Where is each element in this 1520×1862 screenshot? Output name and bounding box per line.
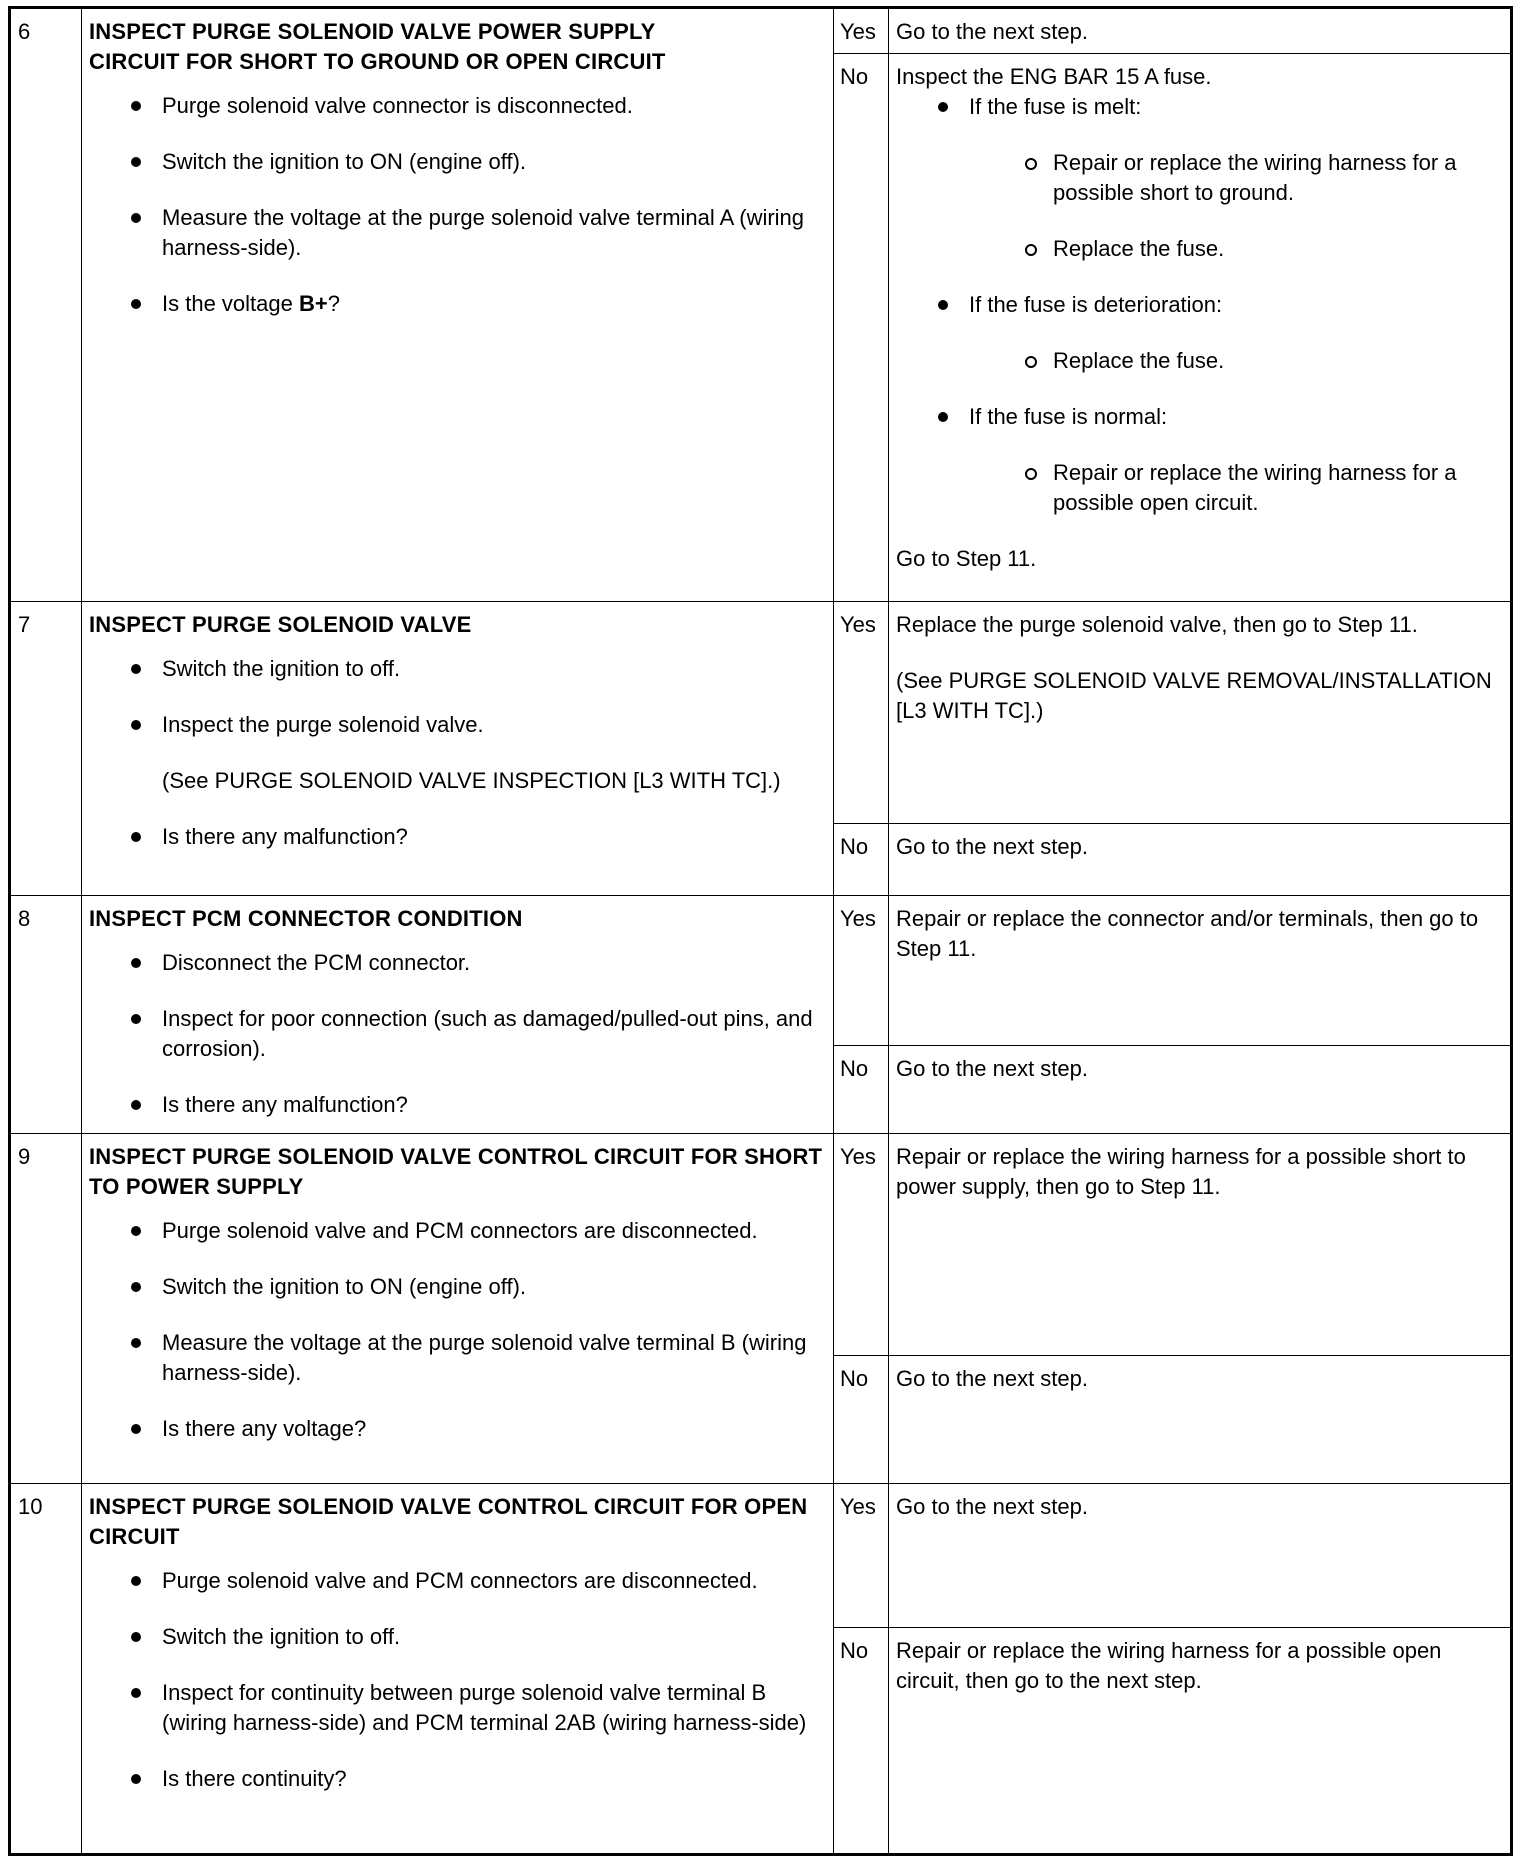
- no-label: No: [834, 1046, 889, 1134]
- no-action: Repair or replace the wiring harness for a possible open circuit, then go to the next step.: [889, 1628, 1512, 1855]
- fuse-case: If the fuse is deterioration: Replace the fuse.: [933, 290, 1504, 376]
- yes-label: Yes: [834, 1484, 889, 1628]
- step-title: INSPECT PCM CONNECTOR CONDITION: [89, 906, 523, 931]
- yes-action: Repair or replace the wiring harness for a possible short to power supply, then go to Step 11.: [889, 1134, 1512, 1356]
- no-action: [889, 54, 1512, 602]
- step-title: INSPECT PURGE SOLENOID VALVE POWER SUPPLY CIRCUIT FOR SHORT TO GROUND OR OPEN CIRCUIT: [89, 19, 666, 74]
- no-label: No: [834, 824, 889, 896]
- procedure-item: Inspect for continuity between purge solenoid valve terminal B (wiring harness-side) and PCM terminal 2AB (wiring harness-side): [126, 1678, 827, 1738]
- step-title: INSPECT PURGE SOLENOID VALVE CONTROL CIRCUIT FOR OPEN CIRCUIT: [89, 1494, 808, 1549]
- step-7-yes-row: [10, 602, 1512, 824]
- step-inspection-cell: [82, 896, 834, 1134]
- procedure-item: Purge solenoid valve and PCM connectors are disconnected.: [126, 1566, 827, 1596]
- fuse-case: If the fuse is melt: Repair or replace the wiring harness for a possible short to ground. Replace the fuse.: [933, 92, 1504, 264]
- yes-label: Yes: [834, 896, 889, 1046]
- procedure-reference: (See PURGE SOLENOID VALVE REMOVAL/INSTALLATION [L3 WITH TC].): [896, 668, 1492, 723]
- no-action: Go to the next step.: [889, 824, 1512, 896]
- no-action-outro: Go to Step 11.: [896, 546, 1037, 571]
- step-number: 7: [10, 602, 82, 896]
- procedure-item: Switch the ignition to off.: [126, 1622, 827, 1652]
- step-8-yes-row: [10, 896, 1512, 1046]
- no-label: No: [834, 54, 889, 602]
- procedure-question: Is there any voltage?: [126, 1414, 827, 1444]
- step-10-yes-row: [10, 1484, 1512, 1628]
- step-inspection-cell: [82, 1484, 834, 1855]
- step-inspection-cell: [82, 8, 834, 602]
- procedure-item: Purge solenoid valve connector is disconnected.: [126, 91, 827, 121]
- no-action-intro: Inspect the ENG BAR 15 A fuse.: [896, 64, 1212, 89]
- procedure-question: Is there any malfunction?: [126, 1090, 827, 1120]
- procedure-item: Switch the ignition to off.: [126, 654, 827, 684]
- step-inspection-cell: [82, 602, 834, 896]
- procedure-item: Switch the ignition to ON (engine off).: [126, 147, 827, 177]
- step-number: 10: [10, 1484, 82, 1855]
- procedure-reference: (See PURGE SOLENOID VALVE INSPECTION [L3 WITH TC].): [162, 768, 781, 793]
- yes-action: Go to the next step.: [889, 1484, 1512, 1628]
- yes-label: Yes: [834, 8, 889, 54]
- procedure-item: Measure the voltage at the purge solenoid valve terminal B (wiring harness-side).: [126, 1328, 827, 1388]
- fuse-case: If the fuse is normal: Repair or replace the wiring harness for a possible open circuit.: [933, 402, 1504, 518]
- no-label: No: [834, 1628, 889, 1855]
- step-title: INSPECT PURGE SOLENOID VALVE: [89, 612, 472, 637]
- procedure-item: Disconnect the PCM connector.: [126, 948, 827, 978]
- no-action: Go to the next step.: [889, 1046, 1512, 1134]
- step-9-yes-row: [10, 1134, 1512, 1356]
- step-number: 9: [10, 1134, 82, 1484]
- diagnostic-procedure-table: [8, 6, 1513, 1856]
- procedure-question: Is there continuity?: [126, 1764, 827, 1794]
- fuse-case-action: Repair or replace the wiring harness for a possible short to ground.: [1021, 148, 1504, 208]
- procedure-item: Inspect the purge solenoid valve. (See PURGE SOLENOID VALVE INSPECTION [L3 WITH TC].): [126, 710, 827, 796]
- fuse-case-action: Replace the fuse.: [1021, 346, 1504, 376]
- step-6-yes-row: [10, 8, 1512, 54]
- step-title: INSPECT PURGE SOLENOID VALVE CONTROL CIRCUIT FOR SHORT TO POWER SUPPLY: [89, 1144, 823, 1199]
- yes-action: Repair or replace the connector and/or terminals, then go to Step 11.: [889, 896, 1512, 1046]
- procedure-question: Is there any malfunction?: [126, 822, 827, 852]
- yes-label: Yes: [834, 602, 889, 824]
- step-number: 8: [10, 896, 82, 1134]
- fuse-case-action: Replace the fuse.: [1021, 234, 1504, 264]
- no-label: No: [834, 1356, 889, 1484]
- fuse-case-action: Repair or replace the wiring harness for a possible open circuit.: [1021, 458, 1504, 518]
- procedure-item: Measure the voltage at the purge solenoid valve terminal A (wiring harness-side).: [126, 203, 827, 263]
- procedure-item: Purge solenoid valve and PCM connectors are disconnected.: [126, 1216, 827, 1246]
- procedure-question: Is the voltage B+?: [126, 289, 827, 319]
- yes-action: Replace the purge solenoid valve, then go to Step 11. (See PURGE SOLENOID VALVE REMOVAL/INSTALLATION [L3 WITH TC].): [889, 602, 1512, 824]
- step-inspection-cell: [82, 1134, 834, 1484]
- step-number: 6: [10, 8, 82, 602]
- procedure-item: Switch the ignition to ON (engine off).: [126, 1272, 827, 1302]
- no-action: Go to the next step.: [889, 1356, 1512, 1484]
- procedure-item: Inspect for poor connection (such as damaged/pulled-out pins, and corrosion).: [126, 1004, 827, 1064]
- yes-label: Yes: [834, 1134, 889, 1356]
- yes-action: Go to the next step.: [889, 8, 1512, 54]
